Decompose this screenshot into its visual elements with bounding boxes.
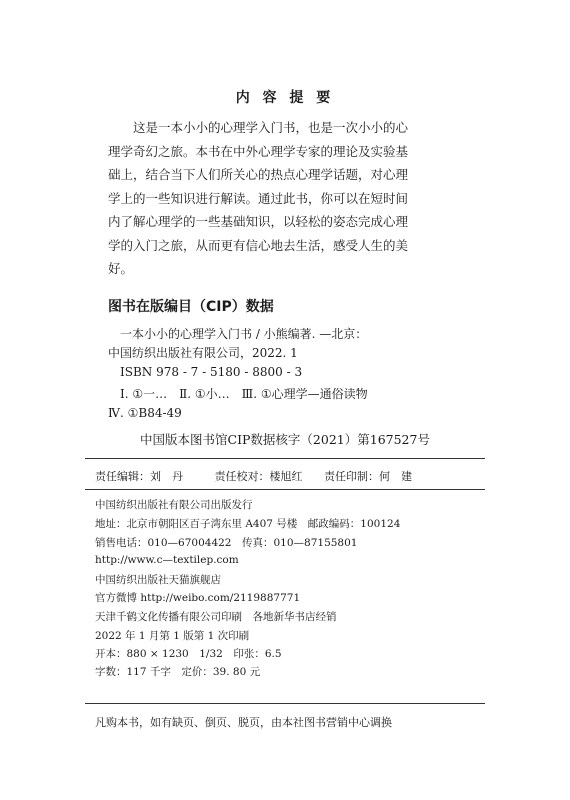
format-line: 开本：880 × 1230 1/32 印张：6.5	[95, 648, 282, 660]
proofreader-credit: 责任校对：楼旭红	[214, 470, 303, 483]
divider	[85, 489, 485, 490]
price-line: 字数：117 千字 定价：39. 80 元	[95, 666, 261, 678]
cip-isbn: ISBN 978 - 7 - 5180 - 8800 - 3	[120, 365, 303, 379]
publisher-line: 中国纺织出版社有限公司出版发行	[95, 499, 253, 511]
store-line: 中国纺织出版社天猫旗舰店	[95, 574, 221, 586]
responsibility-credits	[95, 468, 412, 484]
cip-record-number: 中国版本图书馆CIP数据核字（2021）第167527号	[140, 432, 430, 447]
cip-publisher: 中国纺织出版社有限公司，2022. 1	[108, 346, 298, 360]
summary-title: 内 容 提 要	[235, 90, 335, 106]
divider	[85, 458, 485, 459]
summary-paragraph	[108, 116, 408, 281]
return-notice: 凡购本书，如有缺页、倒页、脱页，由本社图书营销中心调换	[95, 716, 392, 729]
edition-line: 2022 年 1 月第 1 版第 1 次印刷	[95, 630, 250, 642]
address-line: 地址：北京市朝阳区百子湾东里 A407 号楼 邮政编码：100124	[95, 518, 401, 530]
divider	[85, 703, 485, 704]
cip-heading: 图书在版编目（CIP）数据	[108, 299, 274, 315]
editor-credit: 责任编辑：刘 丹	[95, 470, 183, 483]
cip-classification-2: Ⅳ. ①B84-49	[108, 406, 182, 420]
phone-line: 销售电话：010—67004422 传真：010—87155801	[95, 537, 358, 549]
printing-credit: 责任印制：何 建	[324, 470, 412, 483]
weibo-line: 官方微博 http://weibo.com/2119887771	[95, 592, 301, 604]
cip-entry: 一本小小的心理学入门书 / 小熊编著. —北京：	[120, 327, 368, 341]
website-line: http://www.c—textilep.com	[95, 554, 239, 566]
summary-text: 这是一本小小的心理学入门书，也是一次小小的心理学奇幻之旅。本书在中外心理学专家的理论及实验基础上，结合当下人们所关心的热点心理学话题，对心理学上的一些知识进行解读。通过此书，你可以在短时间内了解心理学的一些基础知识，以轻松的姿态完成心理学的入门之旅，从而更有信心地去生活，感受人生的美好。	[108, 120, 409, 276]
cip-classification: Ⅰ. ①一… Ⅱ. ①小… Ⅲ. ①心理学—通俗读物	[120, 387, 368, 401]
printer-line: 天津千鹤文化传播有限公司印刷 各地新华书店经销	[95, 611, 337, 623]
